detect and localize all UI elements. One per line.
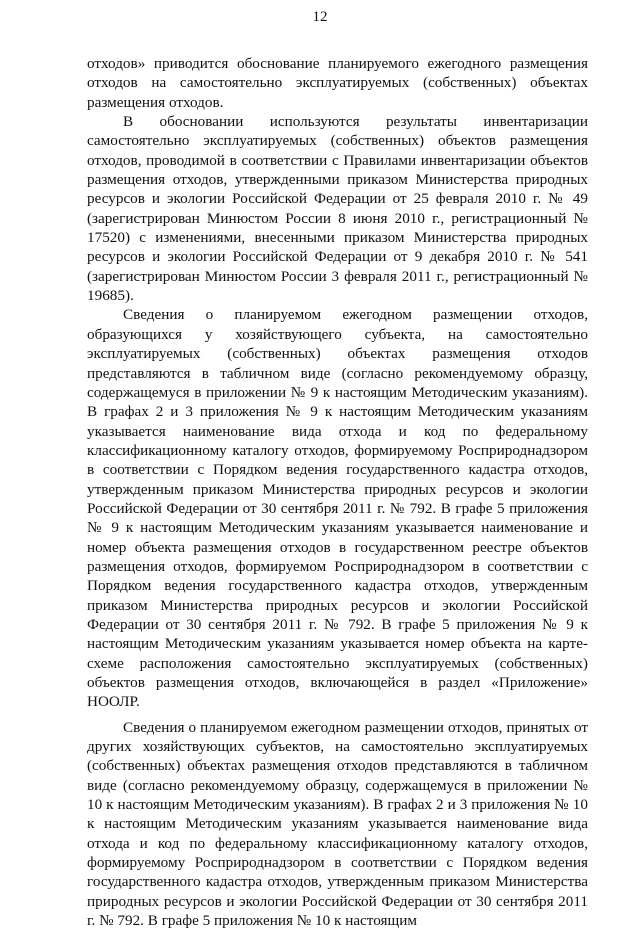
page-number: 12 [312,9,328,25]
document-body [87,54,588,930]
paragraph-1: отходов» приводится обоснование планируемого ежегодного размещения отходов на самостоятельно эксплуатируемых (собственных) объектах размещения отходов. [87,55,588,111]
paragraph-4: Сведения о планируемом ежегодном размещении отходов, принятых от других хозяйствующих субъектов, на самостоятельно эксплуатируемых (собственных) объектах размещения отходов представляются в табличном виде (согласно рекомендуемому образцу, содержащемуся в приложении № 10 к настоящим Методическим указаниям). В графах 2 и 3 приложения № 10 к настоящим Методическим указаниям указывается наименование вида отхода и код по федеральному классификационному каталогу отходов, формируемому Росприроднадзором в соответствии с Порядком ведения государственного кадастра отходов, утвержденным приказом Министерства природных ресурсов и экологии Российской Федерации от 30 сентября 2011 г. № 792. В графе 5 приложения № 10 к настоящим [87,718,588,930]
paragraph-2: В обосновании используются результаты инвентаризации самостоятельно эксплуатируемых (собственных) объектов размещения отходов, проводимой в соответствии с Правилами инвентаризации объектов размещения отходов, утвержденными приказом Министерства природных ресурсов и экологии Российской Федерации от 25 февраля 2010 г. № 49 (зарегистрирован Минюстом России 8 июня 2010 г., регистрационный № 17520) с изменениями, внесенными приказом Министерства природных ресурсов и экологии Российской Федерации от 9 декабря 2010 г. № 541 (зарегистрирован Минюстом России 3 февраля 2011 г., регистрационный № 19685). [87,113,588,305]
paragraph-3: Сведения о планируемом ежегодном размещении отходов, образующихся у хозяйствующего субъекта, на самостоятельно эксплуатируемых (собственных) объектах размещения отходов представляются в табличном виде (согласно рекомендуемому образцу, содержащемуся в приложении № 9 к настоящим Методическим указаниям). В графах 2 и 3 приложения № 9 к настоящим Методическим указаниям указывается наименование вида отхода и код по федеральному классификационному каталогу отходов, формируемому Росприроднадзором в соответствии с Порядком ведения государственного кадастра отходов, утвержденным приказом Министерства природных ресурсов и экологии Российской Федерации от 30 сентября 2011 г. № 792. В графе 5 приложения № 9 к настоящим Методическим указаниям указывается наименование и номер объекта размещения отходов в государственном реестре объектов размещения отходов, формируемом Росприроднадзором в соответствии с Порядком ведения государственного кадастра отходов, утвержденным приказом Министерства природных ресурсов и экологии Российской Федерации от 30 сентября 2011 г. № 792. В графе 5 приложения № 9 к настоящим Методическим указаниям указывается номер объекта на карте-схеме расположения самостоятельно эксплуатируемых (собственных) объектов размещения отходов, включающейся в раздел «Приложение» НООЛР. [87,306,588,711]
